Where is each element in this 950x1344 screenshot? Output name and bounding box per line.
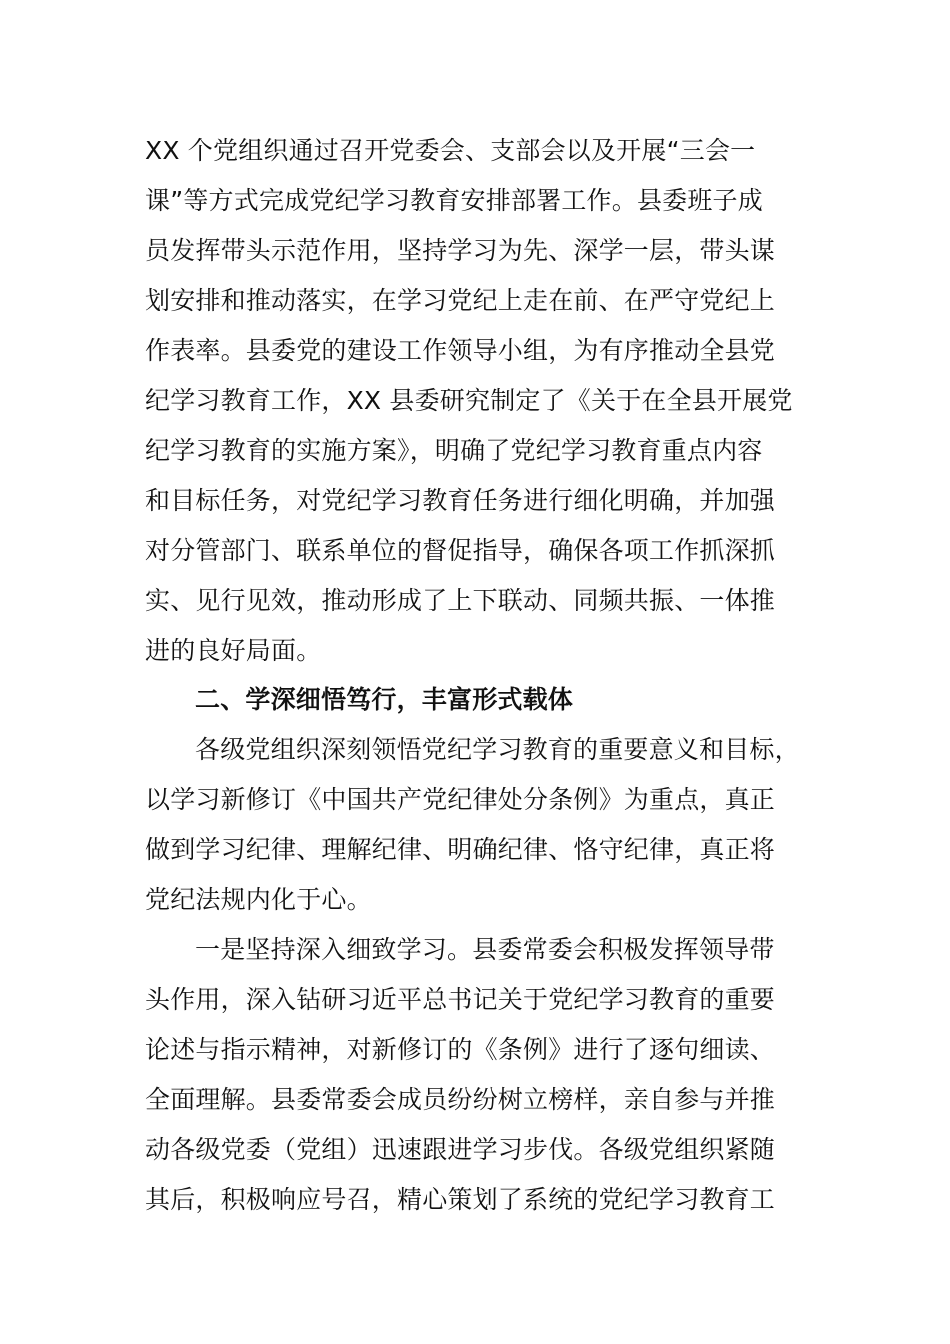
- paragraph-line: 划安排和推动落实，在学习党纪上走在前、在严守党纪上: [145, 286, 776, 315]
- paragraph-line: 头作用，深入钻研习近平总书记关于党纪学习教育的重要: [145, 985, 776, 1014]
- paragraph-line: 其后，积极响应号召，精心策划了系统的党纪学习教育工: [145, 1185, 776, 1214]
- paragraph-line: 全面理解。县委常委会成员纷纷树立榜样，亲自参与并推: [145, 1085, 776, 1114]
- paragraph-line: 纪学习教育工作，XX 县委研究制定了《关于在全县开展党: [145, 386, 793, 415]
- paragraph-line: 做到学习纪律、理解纪律、明确纪律、恪守纪律，真正将: [145, 835, 776, 864]
- paragraph-line: 课”等方式完成党纪学习教育安排部署工作。县委班子成: [145, 186, 763, 215]
- paragraph-line: XX 个党组织通过召开党委会、支部会以及开展“三会一: [145, 136, 756, 165]
- paragraph-line: 对分管部门、联系单位的督促指导，确保各项工作抓深抓: [145, 536, 776, 565]
- paragraph-line: 实、见行见效，推动形成了上下联动、同频共振、一体推: [145, 586, 776, 615]
- paragraph-line: 以学习新修订《中国共产党纪律处分条例》为重点，真正: [145, 785, 776, 814]
- paragraph-line: 一是坚持深入细致学习。县委常委会积极发挥领导带: [195, 935, 775, 964]
- paragraph-line: 动各级党委（党组）迅速跟进学习步伐。各级党组织紧随: [145, 1135, 776, 1164]
- paragraph-line: 各级党组织深刻领悟党纪学习教育的重要意义和目标，: [195, 735, 800, 764]
- paragraph-line: 党纪法规内化于心。: [145, 885, 372, 914]
- paragraph-line: 员发挥带头示范作用，坚持学习为先、深学一层，带头谋: [145, 236, 776, 265]
- section-heading: 二、学深细悟笃行，丰富形式载体: [195, 685, 574, 714]
- paragraph-line: 作表率。县委党的建设工作领导小组，为有序推动全县党: [145, 336, 776, 365]
- paragraph-line: 论述与指示精神，对新修订的《条例》进行了逐句细读、: [145, 1035, 776, 1064]
- paragraph-line: 纪学习教育的实施方案》，明确了党纪学习教育重点内容: [145, 436, 763, 465]
- paragraph-line: 和目标任务，对党纪学习教育任务进行细化明确，并加强: [145, 486, 776, 515]
- paragraph-line: 进的良好局面。: [145, 636, 322, 665]
